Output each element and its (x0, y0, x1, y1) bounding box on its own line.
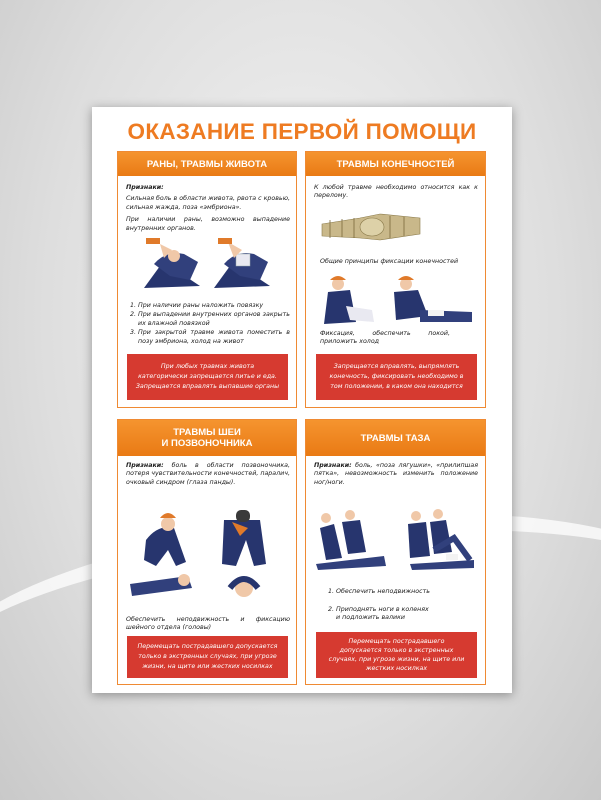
warning-line: Перемещать пострадавшего (348, 638, 445, 645)
limb-fixation-illustration (316, 270, 476, 328)
abdomen-bandage-illustration (140, 236, 280, 294)
header-line: ТРАВМЫ ШЕИ (173, 427, 241, 438)
warning-line: При любых травмах живота (160, 363, 255, 370)
step-1: 1. Обеспечить неподвижность (328, 588, 430, 595)
signs-label: Признаки: (126, 184, 164, 191)
intro-text: К любой травме необходимо относится как к перелому. (314, 184, 478, 200)
warning-line: Запрещается вправлять выпавшие органы (135, 383, 280, 390)
list-item: 1. При наличии раны наложить повязку (138, 302, 290, 310)
warning-line: допускается только в экстренных (339, 647, 454, 654)
pelvis-fixation-illustration (314, 508, 478, 572)
signs-block (126, 184, 290, 233)
warning-box (316, 354, 477, 400)
list-item: 2. При выпадении внутренних органов закрыть их влажной повязкой (138, 311, 290, 328)
signs-block (126, 462, 290, 487)
header-line: И ПОЗВОНОЧНИКА (161, 438, 253, 449)
signs-label: Признаки: (126, 462, 164, 469)
signs-text: боль в области позвоночника, потеря чувствительности конечностей, паралич, очковый синдром (глаза панды). (126, 462, 290, 486)
warning-line: конечность, фиксировать необходимо в (329, 373, 464, 380)
action-text: Обеспечить неподвижность и фиксацию шейного отдела (головы) (126, 616, 290, 632)
warning-box (316, 632, 477, 678)
signs-text: Сильная боль в области живота, рвота с кровью, сильная жажда, поза «эмбриона». (126, 195, 290, 211)
panel-limbs (305, 151, 486, 408)
signs-block (314, 462, 478, 487)
warning-line: категорически запрещается питье и еда. (138, 373, 277, 380)
signs-text: боль, «поза лягушки», «прилипшая пятка», невозможность изменить положение ног/ноги. (314, 462, 478, 486)
splint-illustration (320, 210, 424, 248)
wound-text: При наличии раны, возможно выпадение внутренних органов. (126, 216, 290, 232)
fixation-text: Фиксация, обеспечить покой, приложить холод (320, 330, 450, 346)
step-2 (328, 606, 478, 623)
poster (92, 107, 512, 693)
warning-line: случаях, при угрозе жизни, на щите или (328, 656, 465, 663)
warning-line: только в экстренных случаях, при угрозе (138, 653, 277, 660)
signs-label: Признаки: (314, 462, 352, 469)
warning-box (127, 354, 288, 400)
list-item: 3. При закрытой травме живота поместить в позу эмбриона, холод на живот (138, 329, 290, 346)
warning-line: жизни, на щите или жестких носилках (142, 663, 273, 670)
poster-title: ОКАЗАНИЕ ПЕРВОЙ ПОМОЩИ (127, 119, 477, 144)
steps-list (126, 302, 290, 347)
principles-text: Общие принципы фиксации конечностей (320, 258, 459, 265)
panel-header: ТРАВМЫ КОНЕЧНОСТЕЙ (306, 152, 485, 176)
panel-header (118, 420, 296, 456)
warning-line: том положении, в каком она находится (330, 383, 463, 390)
neck-fixation-illustration (128, 506, 290, 604)
panel-header: РАНЫ, ТРАВМЫ ЖИВОТА (118, 152, 296, 176)
panel-abdomen (117, 151, 297, 408)
warning-line: Запрещается вправлять, выпрямлять (333, 363, 460, 370)
step-2-line: и подложить валики (336, 614, 406, 622)
panel-header: ТРАВМЫ ТАЗА (306, 420, 485, 456)
panel-neck-spine (117, 419, 297, 685)
warning-line: Перемещать пострадавшего допускается (137, 643, 278, 650)
step-2-line: 2. Приподнять ноги в коленях (328, 606, 429, 613)
warning-line: жестких носилках (365, 665, 428, 672)
warning-box (127, 636, 288, 678)
panel-pelvis (305, 419, 486, 685)
